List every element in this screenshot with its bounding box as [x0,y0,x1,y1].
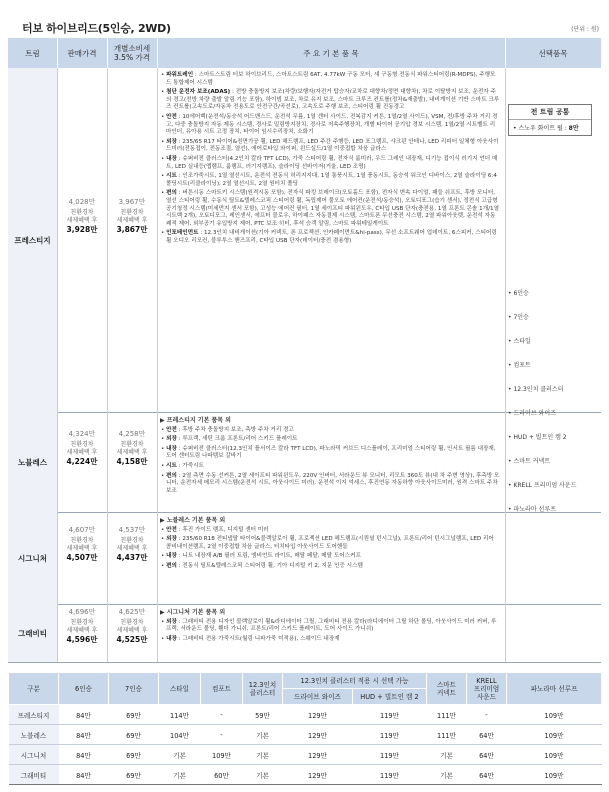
trim-name: 시그니처 [8,512,57,604]
feature-item [160,619,500,634]
price-final: 4,525만 [116,635,148,644]
feature-title: 안전 [166,526,177,533]
trim-tax-price [107,198,157,234]
price-label: 친환경차 세제혜택 후 [116,619,148,634]
feature-title: 외장 [166,138,177,145]
bullet-icon: • [161,230,167,237]
feature-item [160,463,500,471]
feature-title: 안전 [166,113,177,120]
feature-title: 내장 [166,445,177,452]
price-final: 3,867만 [116,225,148,234]
trim-divider [8,662,601,663]
feature-text: : 슈퍼비전 클러스터(4.2인치 칼라 TFT LCD), 가죽 스티어링 휠, 전자식 룸미러, 우드 그레인 내장재, 디기능 접이식 러기지 언더 매트, LED 실내등(맵램프, 룸램프, 러기지램프), 슬라이딩 선바이저(거울, LED 조명) [166,155,498,170]
col-drive-wise: 드라이브 와이즈 [283,689,353,705]
price-cell: 기본 [243,765,283,785]
feature-text: : 그래비티 전용 디자인 블랙알로이 휠&라디에이터 그릴, 그래비티 전용 칼라(라디에이터 그릴 하단 몰딩, 아웃사이드 미러 커버, 루프랙, 서라운드 몰딩, 휀더 가니쉬, 프론트/리어 스키드 플레이트, 도어 사이드 가니쉬) [166,618,497,633]
price-cell: 84만 [59,725,109,745]
bullet-icon: • [161,445,167,452]
feature-title: 시트 [166,462,177,469]
feature-item [160,473,500,496]
bullet-icon: • [161,635,167,642]
feature-text: : 니트 내장재 A/B 필러 트림, 엠비언트 라이트, 메탈 페달, 메탈 도어스커프 [176,553,361,560]
feature-title: 편의 [166,190,177,197]
price-label: 친환경차 세제혜택 후 [116,441,148,456]
table-row [9,745,602,765]
trim-section [8,512,601,604]
feature-title: 내장 [166,553,177,560]
option-item: • 7인승 [508,314,529,321]
feature-item [160,173,500,188]
bullet-icon: • [161,472,167,479]
bullet-icon: • [161,89,167,96]
page-title: 터보 하이브리드(5인승, 2WD) [22,22,171,35]
feature-text: : 후방 주차 충돌방지 보조, 측방 주차 거리 경고 [176,426,294,433]
feature-item [160,114,500,137]
bullet-icon: • [161,72,167,78]
price-cell: - [201,725,243,745]
col-7seat: 7인승 [109,673,159,705]
header-features: 주 요 기 본 품 목 [157,38,506,68]
feature-text: : 전동식 틸트&텔레스코픽 스티어링 휠, 기아 디지털 키 2, 지문 인증 시스템 [176,562,363,569]
feature-text: : 10에어백(운전석/동승석 어드밴스드, 운전석 무릎, 1열 센터 사이드, 전복감지 커튼, 1열/2열 사이드), VSM, 전/후방 주차 거리 경고, 다중 충돌방지 자동 제동 시스템, 경사로 밀림방지장치, 경사로 저속주행장치, 개별 타이어 공기압 경보 시스템, 1열/2열 시트벨트 리마인더, 유아용 시트 고정 장치, 타이어 임시수리장치, 소화기 [166,113,498,136]
row-trim: 프레스티지 [9,705,59,725]
price-base: 4,537만 [118,526,146,534]
feature-item [160,636,500,644]
feature-title: 인포테인먼트 [166,230,199,237]
header-options: 선택품목 [538,48,568,58]
col-comfort: 컴포트 [201,673,243,705]
feature-text: : 2열 측면 수동 선커튼, 2열 세이프티 파워윈도우, 220V 인버터, 서라운드 뷰 모니터, 리모트 360도 뷰(내 차 주변 영상), 후측방 모니터, 운전자세 메모리 시스템(운전석 시트, 아웃사이드 미러), 운전석 이지 억세스, 후진연동 자동하향 아웃사이드미러, 원격 스마트 주차 보조 [166,472,500,494]
feature-item [160,230,500,245]
column-divider [157,68,158,662]
option-item: • 스마트 커넥트 [508,458,551,465]
col-6seat: 6인승 [59,673,109,705]
feature-text: : 가죽시트 [176,462,204,469]
header-tax-price: 개별소비세 3.5% 가격 [107,38,158,68]
feature-text: : 루프랙, 새틴 크롬 프론트/리어 스키드 플레이트 [176,436,298,443]
price-cell: 109만 [507,725,602,745]
feature-text: : 후진 가이드 램프, 디지털 센터 미러 [176,526,269,533]
price-cell: 64만 [467,725,507,745]
bullet-icon: • [161,173,167,180]
trim-tax-price [107,608,157,644]
trim-price [57,526,107,562]
spec-table-header [8,38,601,68]
feature-text: : 버튼시동 스마트키 시스템(원격시동 포함), 전자식 파킹 브레이크(오토홀드 포함), 전자식 변속 다이얼, 패들 쉬프트, 후방 모니터, 열선 스티어링 휠, 수동식 틸트&텔레스코픽 스티어링 휠, 독립제어 풀오토 에어컨(운전석/동승석), 오토디포그(습기 센서), 정전식 고급형 공기청정 시스템(미세먼지 센서 포함), 고성능 에어컨 필터, 1열 세이프티 파워윈도우, C타입 USB 단자(충전용, 1열 프론트 콘솔 1개/1열 시트백 2개), 오토디포그, 레인센서, 에프터 블로우, 하이패스 자동결제 시스템, 스마트폰 무선충전 시스템, 2열 파워아웃렛, 운전석 자동쾌적 제어, 외부공기 유입방지 제어, PTC 보조 히터, 후석 승객 알림, 스마트 파워테일게이트 [166,190,499,227]
common-option-price: 8만 [568,125,579,132]
bullet-icon: • [161,155,167,162]
common-option-label: • 스노우 화이트 펄 : [513,125,569,132]
price-base: 4,625만 [118,608,146,616]
price-base: 4,607만 [68,526,96,534]
price-cell: 129만 [283,705,353,725]
feature-title: 외장 [166,536,177,543]
price-cell: 69만 [109,705,159,725]
trim-features [160,417,500,497]
row-trim: 시그니처 [9,745,59,765]
price-cell: - [467,705,507,725]
feature-text: : 스마트스트림 터보 하이브리드, 스마트스트림 6AT, 4.77kW 구동 모터, 섀 구동형 전동식 파워스티어링(R-MDPS), 주행모드 통합제어 시스템 [166,72,496,86]
price-cell: 64만 [467,745,507,765]
price-final: 4,224만 [66,457,98,466]
price-cell: 129만 [283,725,353,745]
bullet-icon: • [161,113,167,120]
column-divider [57,68,58,662]
col-hud: HUD + 빌트인 캠 2 [353,689,427,705]
col-panorama: 파노라마 선루프 [507,673,602,705]
feature-text: : 235/65 R17 타이어&전면가공 휠, LED 헤드램프, LED 주간 주행등, LED 포그램프, 샤크핀 안테나, LED 리피터 일체형 아웃사이드미러(전동접이, 전동조절, 열선), 에어로타입 와이퍼, 윈드실드/1열 이중접합 차음 글라스 [166,138,499,153]
price-final: 4,596만 [66,635,98,644]
feature-item [160,436,500,444]
table-row [9,725,602,745]
trim-price [57,198,107,234]
price-cell: 84만 [59,765,109,785]
price-label: 친환경차 세제혜택 후 [66,537,98,552]
trim-price [57,430,107,466]
col-style: 스타일 [159,673,201,705]
bullet-icon: • [161,618,167,625]
option-item: • 컴포트 [508,362,531,369]
price-base: 4,696만 [68,608,96,616]
trim-name: 노블레스 [8,412,57,512]
price-cell: 84만 [59,705,109,725]
feature-title: 내장 [166,635,177,642]
price-cell: 111만 [427,725,467,745]
price-cell: 119만 [353,765,427,785]
price-cell: 기본 [159,745,201,765]
price-cell: 64만 [467,765,507,785]
price-cell: 기본 [427,745,467,765]
feature-item [160,427,500,435]
price-cell: - [201,705,243,725]
column-divider [107,68,108,662]
feature-item [160,563,500,571]
price-cell: 109만 [507,745,602,765]
price-final: 3,928만 [66,225,98,234]
price-cell: 69만 [109,765,159,785]
column-divider [505,68,506,662]
feature-item [160,89,500,112]
price-label: 친환경차 세제혜택 후 [116,209,148,224]
feature-title: 안전 [166,426,177,433]
bullet-icon: • [161,436,167,443]
feature-item [160,446,500,461]
trim-name: 프레스티지 [8,68,57,412]
price-cell: 69만 [109,745,159,765]
bullet-icon: • [161,426,167,433]
price-cell: 84만 [59,745,109,765]
price-cell: 59만 [243,705,283,725]
feature-subheading: ▶ 프레스티지 기본 품목 외 [160,417,231,424]
feature-item [160,553,500,561]
price-base: 4,324만 [68,430,96,438]
feature-text: : 그래비티 전용 가죽시트(월링 니파가죽 미적용), 스웨이드 내장재 [176,635,340,642]
feature-title: 외장 [166,618,177,625]
price-cell: 60만 [201,765,243,785]
col-group-cluster: 12.3인치 클러스터 적용 시 선택 가능 [283,673,427,689]
price-cell: 109만 [507,765,602,785]
option-item: • 12.3인치 클러스터 [508,386,564,393]
feature-item [160,72,500,87]
option-item: • HUD + 빌트인 캠 2 [508,434,567,441]
feature-subheading: ▶ 시그니처 기본 품목 외 [160,609,226,616]
trim-features [160,609,500,645]
trim-name: 그래비티 [8,604,57,662]
common-option-item [509,120,591,135]
feature-item [160,139,500,154]
price-label: 친환경차 세제혜택 후 [66,209,98,224]
price-cell: 109만 [201,745,243,765]
feature-text: : 슈퍼비전 클러스터(12.3인치 플서이즈 칼라 TFT LCD), 파노라믹 커브드 디스플레이, 프리미엄 스티어링 휠, 인서트 필름 내장재, 도어 센터트림 나파템보 갈바기 [166,445,496,460]
feature-item [160,190,500,228]
table-row [9,765,602,785]
trim-features [160,517,500,573]
option-item: • KRELL 프리미엄 사운드 [508,482,577,489]
feature-title: 첨단 운전자 보조(ADAS) [166,89,231,96]
option-item: • 드라이브 와이즈 [508,410,556,417]
header-price: 판매가격 [57,38,108,68]
price-cell: 119만 [353,705,427,725]
option-item: • 스타일 [508,338,531,345]
option-price-table [8,672,602,785]
feature-title: 시트 [166,173,177,180]
feature-item [160,536,500,551]
price-cell: 119만 [353,725,427,745]
feature-text: : 235/60 R18 전티냅탈 타이어&블랙알로이 휠, 프로젝션 LED 헤드램프(시퀀셜 턴시그널), 프론트/리어 턴시그널램프, LED 리어 콤비네이션램프, 2열 이중접합 차음 글라스, 터치타입 아웃사이드 도어핸들 [166,536,494,550]
feature-title: 편의 [166,562,177,569]
unit-label: (단위 : 원) [571,26,599,33]
bullet-icon: • [161,138,167,145]
price-base: 4,028만 [68,198,96,206]
table-row [9,705,602,725]
bullet-icon: • [161,562,167,569]
feature-title: 내장 [166,155,177,162]
price-cell: 기본 [159,765,201,785]
feature-text: : 인조가죽시트, 1열 열선시트, 운전석 전동식 허리지지대, 1열 통풍시트, 1열 풍동시트, 동승석 워크인 디바이스, 2열 슬라이딩 6:4 폴딩시트(리클라이닝), 2열 열선시트, 2열 원터치 폴딩 [166,173,497,187]
price-cell: 129만 [283,745,353,765]
feature-text: : 12.3인치 내비게이션(기아 커넥트, 폰 프로젝션, 인카페이먼트&hi-pass), 무선 소프트웨어 업데이트, 6스피커, 스티어링 휠 오디오 리모컨, 블루투스 핸즈프리, C타입 USB 단자(데이터/충전 겸용형) [166,230,497,244]
price-cell: 114만 [159,705,201,725]
price-cell: 129만 [283,765,353,785]
feature-text: : 전방 충돌방지 보조(차량/보행자/자전거 탑승자/교차로 대향차/정면 대향차), 차로 이탈방지 보조, 운전자 주의 경고(전방 차량 출발 알림 기능 포함), 하이빔 보조, 차로 유지 보조, 스마트 크루즈 컨트롤(정차&재출발), 내비게이션 기반 스마트 크루즈 컨트롤(고속도로/자동차 전용도로 안전구간/곡선로), 고속도로 주행 보조, 스티어링 휠 진동경고 [166,89,500,111]
price-final: 4,507만 [66,553,98,562]
trim-tax-price [107,526,157,562]
row-trim: 노블레스 [9,725,59,745]
price-label: 친환경차 세제혜택 후 [66,441,98,456]
row-trim: 그래비티 [9,765,59,785]
price-final: 4,158만 [116,457,148,466]
feature-title: 편의 [166,472,177,479]
feature-title: 파워트레인 [166,72,194,78]
common-option-title: 전 트림 공통 [509,105,591,120]
price-cell: 기본 [243,725,283,745]
col-trim: 구분 [9,673,59,705]
common-option-box [508,104,592,136]
option-item: • 6인승 [508,290,529,297]
price-cell: 111만 [427,705,467,725]
col-krell: KRELL 프리미엄 사운드 [467,673,507,705]
price-base: 3,967만 [118,198,146,206]
option-item: • 파노라마 선루프 [508,506,556,513]
header-trim: 트림 [8,38,58,68]
feature-item [160,156,500,171]
price-cell: 기본 [243,745,283,765]
trim-features [160,72,500,247]
feature-title: 외장 [166,436,177,443]
col-cluster: 12.3인치 클러스터 [243,673,283,705]
price-cell: 기본 [427,765,467,785]
price-cell: 104만 [159,725,201,745]
price-cell: 109만 [507,705,602,725]
price-cell: 119만 [353,745,427,765]
bullet-icon: • [161,462,167,469]
bullet-icon: • [161,553,167,560]
trim-tax-price [107,430,157,466]
col-smart-connect: 스마트 커넥트 [427,673,467,705]
price-cell: 69만 [109,725,159,745]
bullet-icon: • [161,526,167,533]
price-final: 4,437만 [116,553,148,562]
price-label: 친환경차 세제혜택 후 [116,537,148,552]
trim-section [8,604,601,662]
price-base: 4,258만 [118,430,146,438]
trim-price [57,608,107,644]
price-label: 친환경차 세제혜택 후 [66,619,98,634]
bullet-icon: • [161,190,167,197]
feature-item [160,527,500,535]
feature-subheading: ▶ 노블레스 기본 품목 외 [160,517,226,524]
bullet-icon: • [161,536,167,543]
